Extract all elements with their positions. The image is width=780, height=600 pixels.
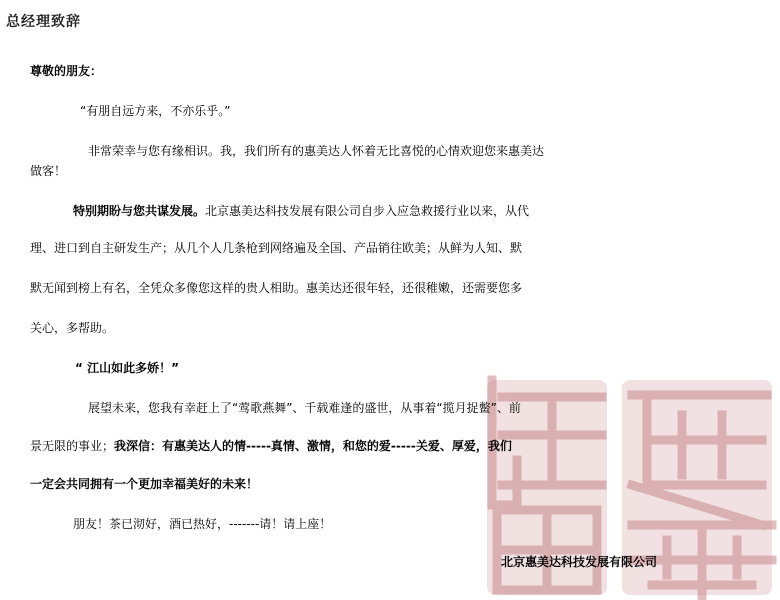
second-quote: “ 江山如此多娇！” bbox=[75, 361, 179, 375]
company-signature: 北京惠美达科技发展有限公司 bbox=[501, 555, 658, 569]
para3-line3: 一定会共同拥有一个更加幸福美好的未来！ bbox=[30, 477, 259, 491]
para3-line2-start: 景无限的事业； bbox=[30, 439, 115, 453]
page-title: 总经理致辞 bbox=[6, 14, 81, 30]
para2-line4: 关心，多帮助。 bbox=[30, 321, 115, 335]
para2-line1 bbox=[73, 203, 529, 219]
para2-line3: 默无闻到榜上有名，全凭众多像您这样的贵人相助。惠美达还很年轻，还很稚嫩，还需要您多 bbox=[30, 281, 523, 295]
greeting: 尊敬的朋友： bbox=[30, 64, 103, 78]
para2-lead: 特别期盼与您共谋发展。 bbox=[73, 204, 206, 218]
para2-line1-rest: 北京惠美达科技发展有限公司自步入应急救援行业以来，从代 bbox=[205, 204, 530, 218]
opening-quote: “有朋自远方来，不亦乐乎。” bbox=[80, 104, 231, 118]
para3-line2-emphasis: 我深信：有惠美达人的情-----真情、激情，和您的爱-----关爱、厚爱，我们 bbox=[114, 439, 512, 453]
para2-line2: 理、进口到自主研发生产；从几个人几条枪到网络遍及全国、产品销往欧美；从鲜为人知、默 bbox=[30, 241, 523, 255]
para1-line2: 做客！ bbox=[30, 164, 67, 178]
closing-line: 朋友！茶已沏好，酒已热好，-------请！请上座！ bbox=[73, 517, 332, 531]
para1-line1: 非常荣幸与您有缘相识。我，我们所有的惠美达人怀着无比喜悦的心情欢迎您来惠美达 bbox=[88, 144, 545, 158]
para3-line1: 展望未来，您我有幸赶上了“莺歌燕舞”、千载难逢的盛世，从事着“揽月捉鳖”、前 bbox=[88, 401, 521, 415]
para3-line2 bbox=[30, 438, 512, 454]
